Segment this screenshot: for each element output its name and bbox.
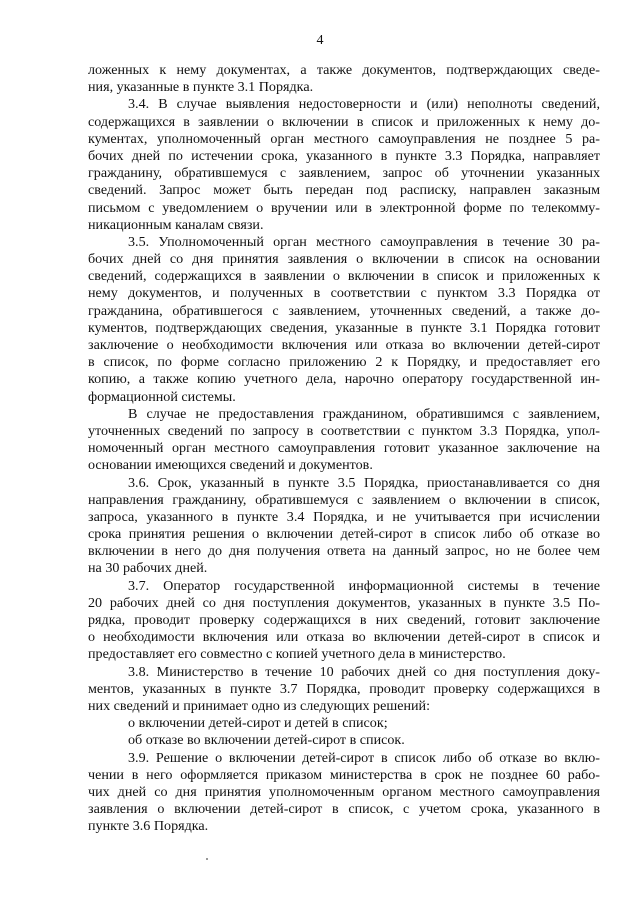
text-line: гражданина, обратившегося с заявлением, уточненных сведений, а также до- — [88, 302, 600, 319]
text-line: письмом с уведомлением о вручении или в электронной форме по телекомму- — [88, 199, 600, 216]
text-line: никационным каналам связи. — [88, 216, 264, 233]
text-line: нему документов, и полученных в соответствии с пунктом 3.3 Порядка от — [88, 285, 600, 302]
text-line: основании имеющихся сведений и документов. — [88, 457, 373, 474]
text-line: ментов, указанных в пункте 3.7 Порядка, проводит проверку содержащихся в — [88, 680, 600, 697]
text-line: формационной системы. — [88, 388, 236, 405]
document-body — [88, 62, 600, 835]
text-line: заключение о необходимости включения или отказа во включении детей-сирот — [88, 337, 600, 353]
text-line: 20 рабочих дней со дня поступления документов, указанных в пункте 3.5 По- — [88, 594, 600, 611]
text-line: в список, по форме согласно приложению 2 к Порядку, и предоставляет его — [88, 354, 600, 371]
paragraph-p3-8b — [88, 732, 600, 749]
text-line: запроса, указанного в пункте 3.4 Порядка, и не учитывается при исчислении — [88, 508, 600, 525]
text-line: 3.7. Оператор государственной информационной системы в течение — [128, 577, 600, 594]
text-line: чении в него оформляется приказом министерства в срок не позднее 60 рабо- — [88, 766, 600, 783]
text-line: пункте 3.6 Порядка. — [88, 818, 209, 835]
text-line: сведений. Запрос может быть передан под расписку, направлен заказным — [88, 182, 600, 199]
text-line: сведений, содержащихся в заявлении о включении в список и приложенных к — [88, 268, 600, 285]
text-line: кументах, уполномоченный орган местного самоуправления не позднее 5 ра- — [88, 130, 600, 147]
paragraph-p3-6 — [88, 475, 600, 578]
paragraph-p3-5b — [88, 406, 600, 475]
paragraph-p3-8a — [88, 715, 600, 732]
paragraph-p0 — [88, 62, 600, 96]
text-line: В случае не предоставления гражданином, обратившимся с заявлением, — [128, 405, 600, 422]
text-line: включении в него до дня получения ответа на данный запрос, но не более чем — [88, 543, 600, 560]
text-line: бочих дней со дня принятия заявления о включении в список на основании — [88, 251, 600, 268]
text-line: номоченный орган местного самоуправления готовит указанное заключение на — [88, 440, 600, 457]
text-line: содержащихся в заявлении о включении в список и приложенных к нему до- — [88, 113, 600, 130]
text-line: ложенных к нему документах, а также документов, подтверждающих сведе- — [88, 62, 600, 78]
text-line: чих дней со дня принятия уполномоченным органом местного самоуправления — [88, 783, 600, 800]
paragraph-p3-5 — [88, 234, 600, 406]
text-line: них сведений и принимает одно из следующих решений: — [88, 697, 431, 714]
text-line: бочих дней по истечении срока, указанного в пункте 3.3 Порядка, направляет — [88, 147, 600, 164]
scan-speck — [206, 858, 208, 860]
paragraph-p3-8 — [88, 664, 600, 716]
paragraph-p3-4 — [88, 96, 600, 234]
page-number: 4 — [316, 33, 324, 48]
text-line: направления гражданину, обратившемуся с заявлением о включении в список, — [88, 491, 600, 508]
text-line: ния, указанные в пункте 3.1 Порядка. — [88, 79, 314, 96]
text-line: срока принятия решения о включении детей-сирот в список либо об отказе во — [88, 526, 600, 543]
paragraph-p3-9 — [88, 750, 600, 836]
text-line: 3.8. Министерство в течение 10 рабочих дней со дня поступления доку- — [128, 663, 600, 680]
text-line: заявления о включении детей-сирот в список, с учетом срока, указанного в — [88, 801, 600, 818]
text-line: кументов, подтверждающих сведения, указанные в пункте 3.1 Порядка готовит — [88, 319, 600, 336]
text-line: гражданину, обратившемуся с заявлением, запрос об уточнении указанных — [88, 165, 600, 182]
text-line: рядка, проводит проверку содержащихся в них сведений, готовит заключение — [88, 612, 600, 628]
text-line: 3.6. Срок, указанный в пункте 3.5 Порядка, приостанавливается со дня — [128, 474, 600, 491]
text-line: 3.4. В случае выявления недостоверности и (или) неполноты сведений, — [128, 96, 600, 113]
text-line: 3.9. Решение о включении детей-сирот в список либо об отказе во вклю- — [128, 749, 600, 766]
paragraph-p3-7 — [88, 578, 600, 664]
text-line: копию, а также копию учетного дела, нарочно оператору государственной ин- — [88, 371, 600, 388]
text-line: уточненных сведений по запросу в соответствии с пунктом 3.3 Порядка, упол- — [88, 422, 600, 439]
text-line: о необходимости включения или отказа во включении детей-сирот в список и — [88, 629, 600, 646]
text-line: 3.5. Уполномоченный орган местного самоуправления в течение 30 ра- — [128, 233, 600, 250]
text-line: об отказе во включении детей-сирот в список. — [128, 732, 405, 749]
text-line: предоставляет его совместно с копией учетного дела в министерство. — [88, 646, 506, 663]
text-line: о включении детей-сирот и детей в список; — [128, 715, 388, 732]
text-line: на 30 рабочих дней. — [88, 560, 208, 577]
